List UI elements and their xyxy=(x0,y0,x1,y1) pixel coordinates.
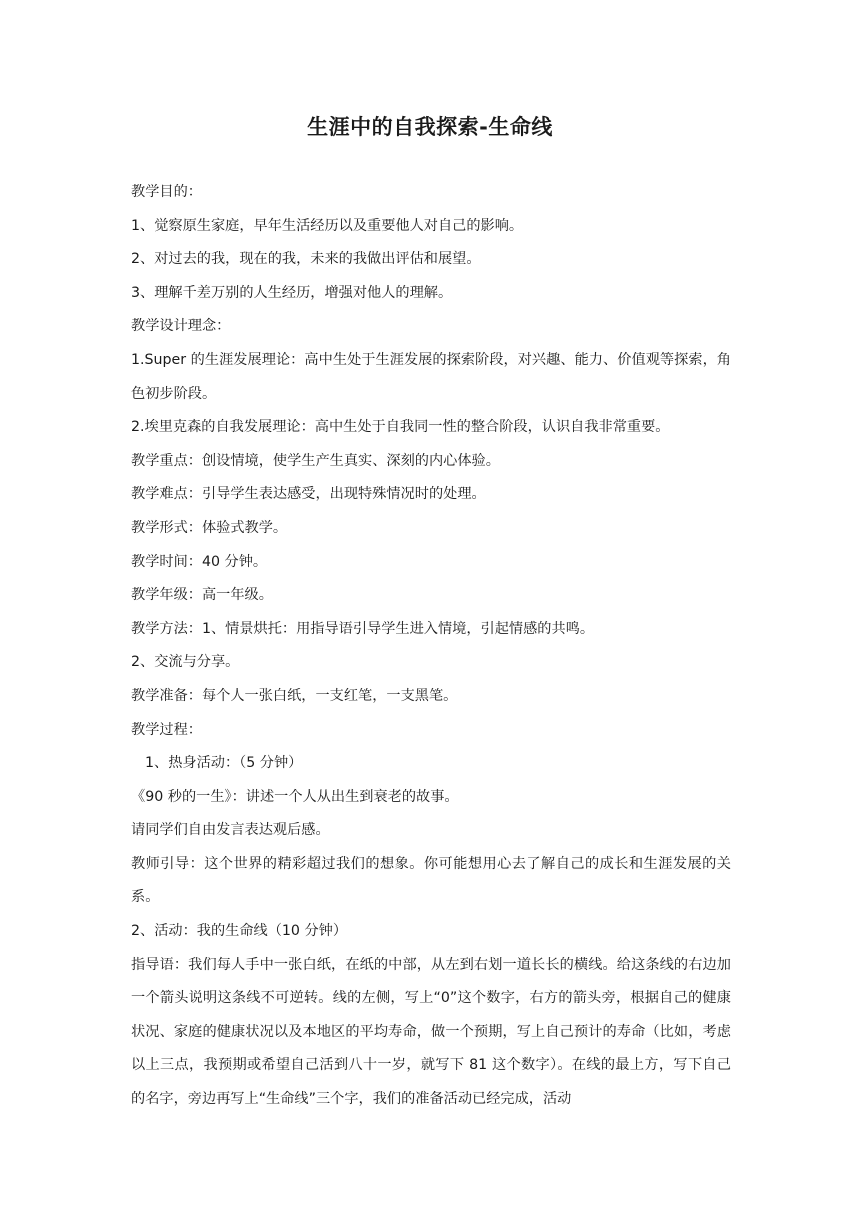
paragraph-purpose-2: 2、对过去的我，现在的我，未来的我做出评估和展望。 xyxy=(131,251,481,268)
paragraph-preparation: 教学准备：每个人一张白纸，一支红笔，一支黑笔。 xyxy=(131,687,458,704)
paragraph-purpose-1: 1、觉察原生家庭，早年生活经历以及重要他人对自己的影响。 xyxy=(131,217,524,234)
paragraph-design-concept-heading: 教学设计理念： xyxy=(131,318,231,335)
paragraph-key-point: 教学重点：创设情境，使学生产生真实、深刻的内心体验。 xyxy=(131,452,500,469)
paragraph-process-heading: 教学过程： xyxy=(131,721,202,738)
paragraph-method-1: 教学方法：1、情景烘托：用指导语引导学生进入情境，引起情感的共鸣。 xyxy=(131,620,595,637)
paragraph-method-2: 2、交流与分享。 xyxy=(131,654,240,671)
paragraph-warmup-video: 《90 秒的一生》：讲述一个人从出生到衰老的故事。 xyxy=(131,788,459,805)
paragraph-activity-heading: 2、活动：我的生命线（10 分钟） xyxy=(131,923,348,940)
paragraph-design-concept-2: 2.埃里克森的自我发展理论：高中生处于自我同一性的整合阶段，认识自我非常重要。 xyxy=(131,419,670,436)
paragraph-warmup-discussion: 请同学们自由发言表达观后感。 xyxy=(131,822,330,839)
document-body xyxy=(131,176,731,1117)
paragraph-design-concept-1: 1.Super 的生涯发展理论：高中生处于生涯发展的探索阶段，对兴趣、能力、价值观等探索，角色初步阶段。 xyxy=(131,351,731,402)
paragraph-difficulty: 教学难点：引导学生表达感受，出现特殊情况时的处理。 xyxy=(131,486,486,503)
paragraph-teaching-purpose-heading: 教学目的： xyxy=(131,184,202,200)
paragraph-purpose-3: 3、理解千差万别的人生经历，增强对他人的理解。 xyxy=(131,284,453,301)
paragraph-grade: 教学年级：高一年级。 xyxy=(131,587,273,604)
paragraph-activity-instructions: 指导语：我们每人手中一张白纸，在纸的中部，从左到右划一道长长的横线。给这条线的右边加一个箭头说明这条线不可逆转。线的左侧，写上“0”这个数字，右方的箭头旁，根据自己的健康状况、家庭的健康状况以及本地区的平均寿命，做一个预期，写上自己预计的寿命（比如，考虑以上三点，我预期或希望自己活到八十一岁，就写下 81 这个数字）。在线的最上方，写下自己的名字，旁边再写上“生命线”三个字，我们的准备活动已经完成，活动 xyxy=(131,956,731,1108)
paragraph-teacher-guide: 教师引导：这个世界的精彩超过我们的想象。你可能想用心去了解自己的成长和生涯发展的关系。 xyxy=(131,855,731,906)
paragraph-warmup-heading: 1、热身活动：（5 分钟） xyxy=(145,755,303,772)
paragraph-form: 教学形式：体验式教学。 xyxy=(131,519,288,536)
document-title: 生涯中的自我探索-生命线 xyxy=(307,115,553,139)
paragraph-time: 教学时间：40 分钟。 xyxy=(131,553,268,570)
